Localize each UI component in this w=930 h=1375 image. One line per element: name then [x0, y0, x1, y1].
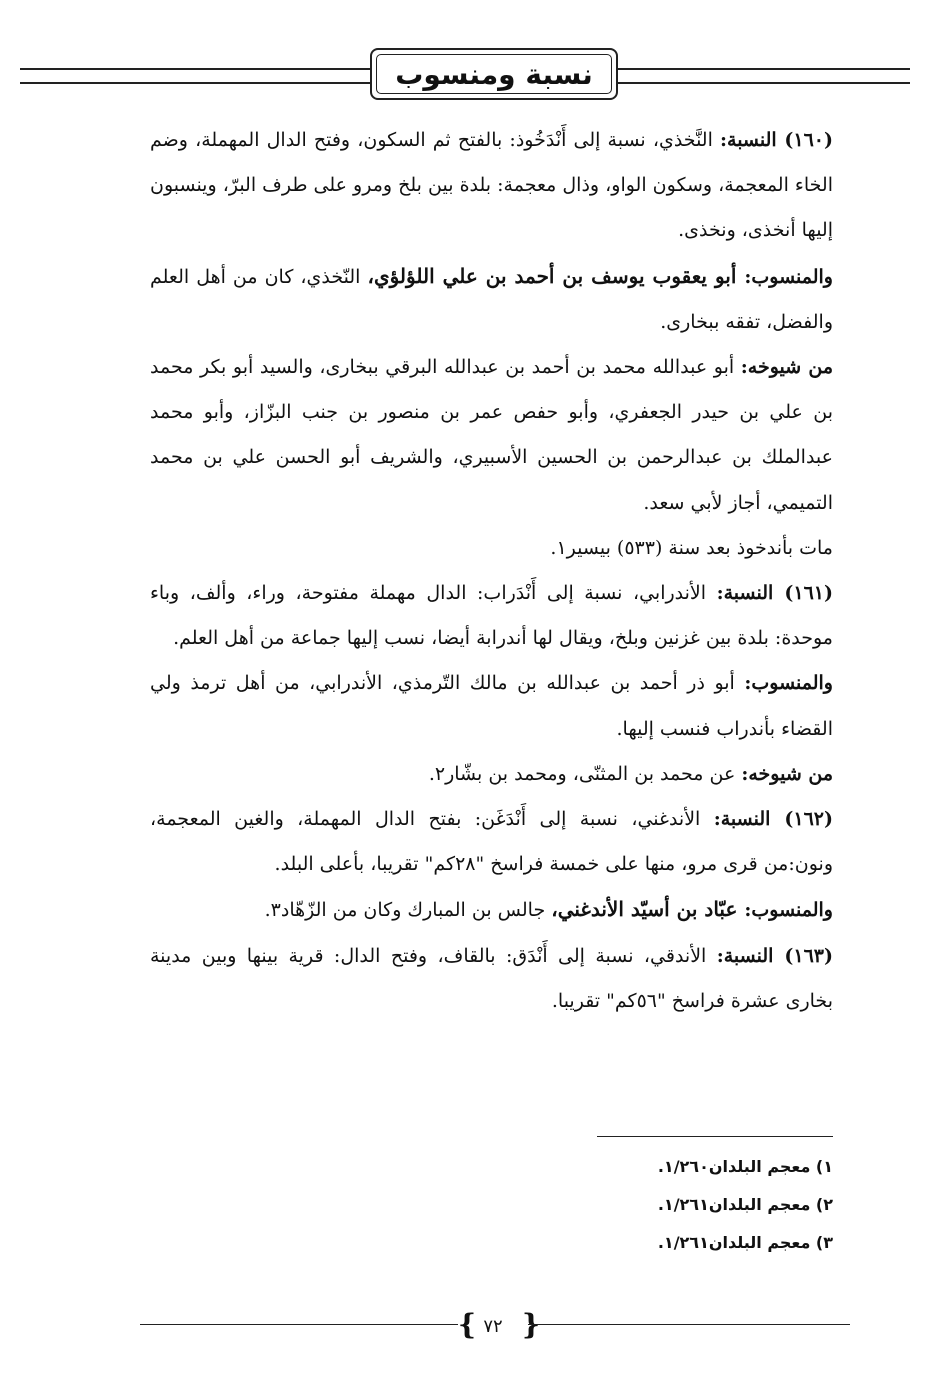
header-title: نسبة ومنسوب	[395, 57, 593, 91]
paragraph-162	[150, 797, 833, 887]
header-title-box	[370, 48, 618, 100]
paragraph-text: مات بأندخوذ بعد سنة (٥٣٣) بيسير١.	[550, 536, 833, 559]
paragraph-text: الأندقي، نسبة إلى أَنْدَق: بالقاف، وفتح الدال: قرية بينها وبين مدينة بخارى عشرة فراسخ "٥٦كم" تقريبا.	[150, 944, 833, 1012]
paragraph-text: النّخذي، كان من أهل العلم والفضل، تفقه ببخارى.	[150, 265, 833, 333]
paragraph-text: النَّخذي، نسبة إلى أَنْدَخُوذ: بالفتح ثم السكون، وفتح الدال المهملة، وضم الخاء المعجمة، وسكون الواو، وذال معجمة: بلدة بين بلخ ومرو على طرف البرّ، وينسبون إليها أنخذى، ونخذى.	[150, 129, 833, 242]
paragraph-162-mansub	[150, 887, 833, 933]
main-text	[150, 118, 833, 1024]
footer-brace-left: {	[458, 1308, 477, 1341]
entry-label: (١٦٣) النسبة:	[716, 944, 833, 967]
person-name: عبّاد بن أسيّد الأندغني،	[551, 897, 745, 922]
entry-label: والمنسوب:	[744, 899, 833, 922]
footnote-2: ٢) معجم البلدان١/٢٦١.	[657, 1195, 833, 1214]
paragraph-163	[150, 934, 833, 1024]
paragraph-160-death	[150, 526, 833, 571]
paragraph-text: الأندرابي، نسبة إلى أَنْدَراب: الدال مهملة مفتوحة، وراء، وألف، وباء موحدة: بلدة بين غزنين وبلخ، ويقال لها أندرابة أيضا، نسب إليها جماعة من أهل العلم.	[150, 582, 833, 650]
paragraph-160	[150, 118, 833, 254]
person-name: أبو يعقوب يوسف بن أحمد بن علي اللؤلؤي،	[367, 263, 745, 288]
page-footer	[140, 1306, 850, 1346]
paragraph-160-mansub	[150, 254, 833, 345]
header-rule-left	[20, 68, 370, 84]
entry-label: (١٦٢) النسبة:	[713, 808, 833, 831]
entry-label: من شيوخه:	[741, 762, 833, 785]
entry-label: والمنسوب:	[744, 265, 833, 288]
page-header	[20, 48, 910, 104]
footnote-3: ٣) معجم البلدان١/٢٦١.	[657, 1233, 833, 1252]
page-number: ٧٢	[483, 1315, 503, 1337]
footnotes	[433, 1148, 833, 1262]
paragraph-text: أبو ذر أحمد بن عبدالله بن مالك التّرمذي، الأندرابي، من أهل ترمذ ولي القضاء بأندراب فنسب إليها.	[150, 672, 833, 740]
footer-brace-right: }	[522, 1308, 541, 1341]
paragraph-text: أبو عبدالله محمد بن أحمد بن عبدالله البرقي ببخارى، والسيد أبو بكر محمد بن علي بن حيدر الجعفري، وأبو حفص عمر بن منصور بن جنب البزّاز، وأبو محمد عبدالملك بن عبدالرحمن بن الحسين الأسبيري، والشريف أبو الحسن علي بن محمد التميمي، أجاز لأبي سعد.	[150, 356, 833, 514]
header-rule-right	[618, 68, 910, 84]
entry-label: (١٦٠) النسبة:	[720, 129, 833, 151]
paragraph-text: عن محمد بن المثنّى، ومحمد بن بشّار٢.	[428, 762, 742, 785]
paragraph-text: جالس بن المبارك وكان من الزّهّاد٣.	[264, 899, 552, 922]
footer-rule-left	[140, 1324, 458, 1325]
paragraph-161-mansub	[150, 661, 833, 751]
header-title-frame	[376, 54, 612, 94]
footer-rule-right	[528, 1324, 850, 1325]
entry-label: من شيوخه:	[740, 356, 834, 379]
entry-label: والمنسوب:	[744, 672, 833, 695]
paragraph-text: الأندغني، نسبة إلى أَنْدَغَن: بفتح الدال المهملة، والغين المعجمة، ونون:من قرى مرو، منها على خمسة فراسخ "٢٨كم" تقريبا، بأعلى البلد.	[150, 808, 833, 876]
paragraph-160-shuyukh	[150, 345, 833, 526]
footnote-separator	[597, 1136, 833, 1137]
paragraph-161	[150, 571, 833, 661]
paragraph-161-shuyukh	[150, 752, 833, 797]
footnote-1: ١) معجم البلدان١/٢٦٠.	[657, 1157, 833, 1176]
entry-label: (١٦١) النسبة:	[716, 582, 833, 605]
